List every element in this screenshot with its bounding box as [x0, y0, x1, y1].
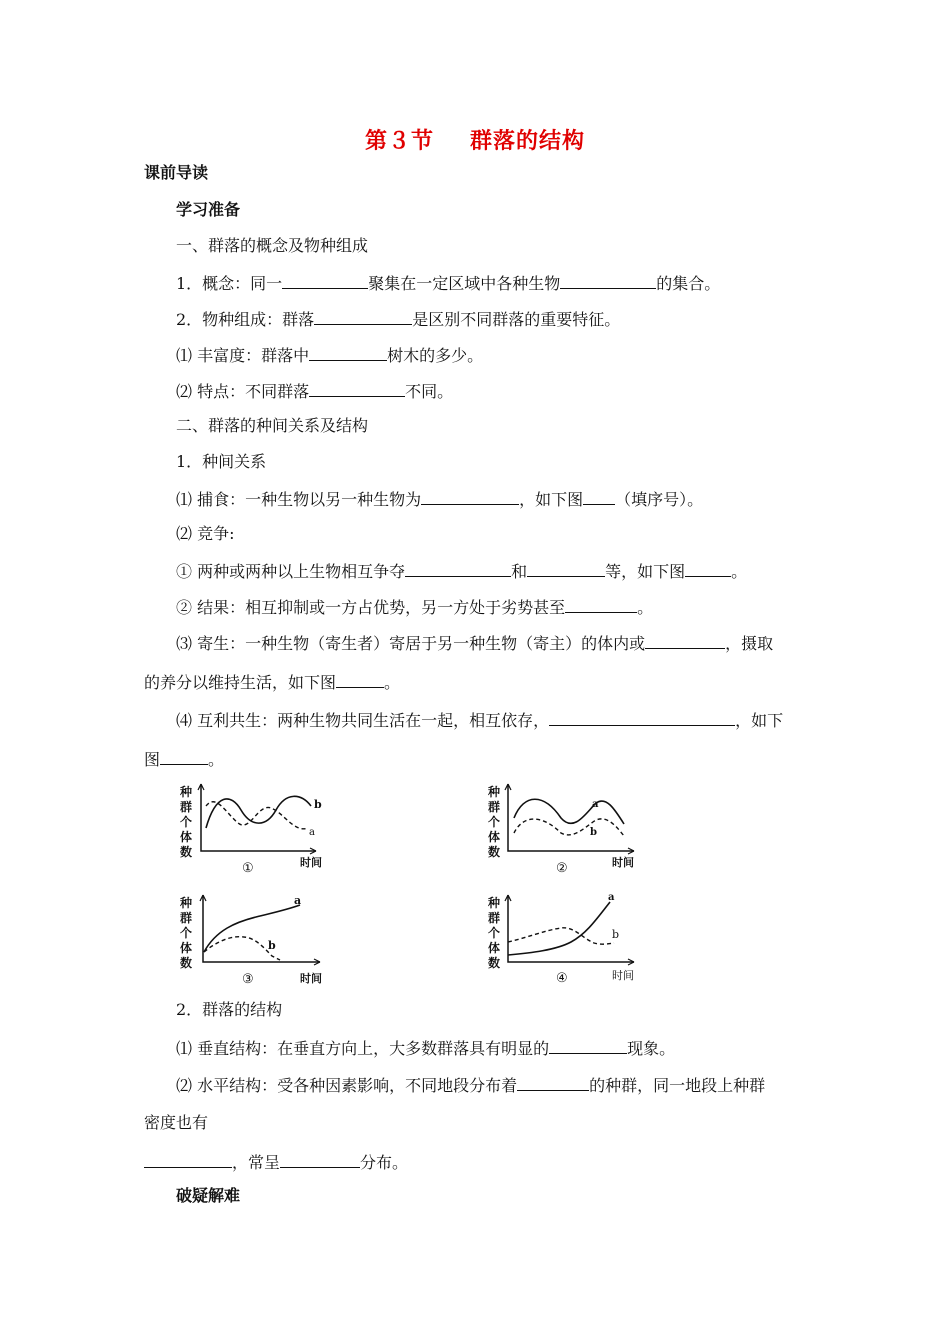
- distribution-line: ，常呈 分布。: [144, 1150, 408, 1174]
- svg-text:种: 种: [488, 785, 501, 799]
- axes: [201, 784, 316, 851]
- fill-blank[interactable]: [517, 1073, 589, 1091]
- competition-heading: ⑵ 竞争:: [176, 524, 235, 543]
- curve-b: [206, 796, 311, 828]
- svg-text:体: 体: [488, 830, 501, 844]
- x-axis-label: 时间: [612, 856, 634, 869]
- fill-blank[interactable]: [645, 631, 725, 649]
- fill-blank[interactable]: [405, 559, 511, 577]
- interspecific-relation-heading: 1．种间关系: [176, 452, 267, 471]
- label-a: a: [608, 892, 615, 903]
- parasitism-line-2: 的养分以维持生活，如下图 。: [144, 670, 400, 694]
- svg-text:群: 群: [180, 800, 193, 814]
- figure-number: ④: [556, 971, 568, 986]
- label-b: b: [314, 798, 322, 811]
- vertical-structure-line: ⑴ 垂直结构：在垂直方向上，大多数群落具有明显的 现象。: [176, 1036, 675, 1060]
- label-b: b: [590, 827, 597, 838]
- fill-blank[interactable]: [685, 559, 731, 577]
- fill-blank[interactable]: [336, 670, 384, 688]
- x-axis-label: 时间: [612, 969, 634, 982]
- mutualism-line-2: 图 。: [144, 747, 224, 771]
- svg-text:数: 数: [488, 956, 501, 970]
- figure-4-parasitism: [486, 890, 656, 990]
- parasitism-line: ⑶ 寄生：一种生物（寄生者）寄居于另一种生物（寄主）的体内或 ，摄取: [176, 631, 773, 655]
- figure-number: ①: [242, 861, 254, 876]
- curve-b: [514, 819, 624, 836]
- svg-text:个: 个: [488, 926, 501, 940]
- svg-text:个: 个: [488, 815, 501, 829]
- fill-blank[interactable]: [144, 1150, 232, 1168]
- svg-text:种: 种: [180, 896, 193, 910]
- svg-text:个: 个: [180, 815, 193, 829]
- y-axis-label: [179, 895, 192, 970]
- axes: [203, 895, 320, 962]
- fill-blank[interactable]: [282, 271, 368, 289]
- fill-blank[interactable]: [549, 1036, 627, 1054]
- axes: [508, 784, 634, 851]
- figure-3-competition: [176, 890, 336, 990]
- svg-text:体: 体: [180, 941, 193, 955]
- page-title: 第３节 群落的结构: [364, 128, 586, 154]
- fill-blank[interactable]: [560, 271, 656, 289]
- fill-blank[interactable]: [565, 595, 637, 613]
- x-axis-label: 时间: [300, 856, 322, 869]
- svg-text:数: 数: [180, 845, 193, 859]
- fill-blank[interactable]: [309, 343, 387, 361]
- axis-arrows: [200, 895, 320, 965]
- density-line: 密度也有: [144, 1113, 209, 1132]
- richness-line: ⑴ 丰富度：群落中 树木的多少。: [176, 343, 483, 367]
- fill-blank[interactable]: [314, 307, 412, 325]
- fill-blank[interactable]: [583, 487, 615, 505]
- fill-blank[interactable]: [527, 559, 605, 577]
- label-a: a: [294, 894, 302, 907]
- competition-line-2: ② 结果：相互抑制或一方占优势，另一方处于劣势甚至 。: [176, 595, 653, 619]
- figure-1-predation: [176, 778, 346, 880]
- svg-text:体: 体: [488, 941, 501, 955]
- x-axis-label: 时间: [300, 972, 322, 985]
- svg-text:群: 群: [180, 911, 193, 925]
- feature-line: ⑵ 特点：不同群落 不同。: [176, 379, 453, 403]
- figure-2-mutualism: [486, 778, 656, 880]
- fill-blank[interactable]: [549, 708, 735, 726]
- label-b: b: [612, 928, 620, 941]
- heading-preparation: 学习准备: [176, 200, 241, 219]
- fill-blank[interactable]: [160, 747, 208, 765]
- section-title-community-concept: 一、群落的概念及物种组成: [176, 236, 369, 255]
- competition-line-1: ① 两种或两种以上生物相互争夺 和 等，如下图 。: [176, 559, 747, 583]
- label-a: a: [592, 799, 599, 810]
- label-b: b: [268, 939, 276, 952]
- mutualism-line: ⑷ 互利共生：两种生物共同生活在一起，相互依存， ，如下: [176, 708, 783, 732]
- section-title-interspecific: 二、群落的种间关系及结构: [176, 416, 369, 435]
- y-axis-label: [487, 895, 500, 970]
- svg-text:数: 数: [180, 956, 193, 970]
- fill-blank[interactable]: [280, 1150, 360, 1168]
- heading-preview: 课前导读: [144, 163, 209, 182]
- svg-text:种: 种: [180, 785, 193, 799]
- figure-number: ③: [242, 972, 254, 987]
- fill-blank[interactable]: [309, 379, 405, 397]
- svg-text:种: 种: [488, 896, 501, 910]
- svg-text:数: 数: [488, 845, 501, 859]
- label-a: a: [309, 827, 315, 838]
- curve-a: [206, 802, 308, 829]
- horizontal-structure-line: ⑵ 水平结构：受各种因素影响，不同地段分布着 的种群，同一地段上种群: [176, 1073, 765, 1097]
- svg-text:群: 群: [488, 800, 501, 814]
- curve-b: [508, 928, 614, 944]
- fill-blank[interactable]: [421, 487, 519, 505]
- concept-line: 1．概念：同一 聚集在一定区域中各种生物 的集合。: [176, 271, 720, 295]
- axis-arrows: [505, 784, 634, 854]
- heading-resolve-difficulties: 破疑解难: [176, 1186, 241, 1205]
- predation-line: ⑴ 捕食：一种生物以另一种生物为 ，如下图 （填序号）。: [176, 487, 703, 511]
- curve-a: [204, 905, 300, 952]
- svg-text:个: 个: [180, 926, 193, 940]
- y-axis-label: [179, 784, 192, 859]
- species-composition-line: 2．物种组成：群落 是区别不同群落的重要特征。: [176, 307, 620, 331]
- y-axis-label: [487, 784, 500, 859]
- axis-arrows: [198, 784, 316, 854]
- svg-text:群: 群: [488, 911, 501, 925]
- figure-number: ②: [556, 861, 568, 876]
- svg-text:体: 体: [180, 830, 193, 844]
- community-structure-heading: 2．群落的结构: [176, 1000, 283, 1019]
